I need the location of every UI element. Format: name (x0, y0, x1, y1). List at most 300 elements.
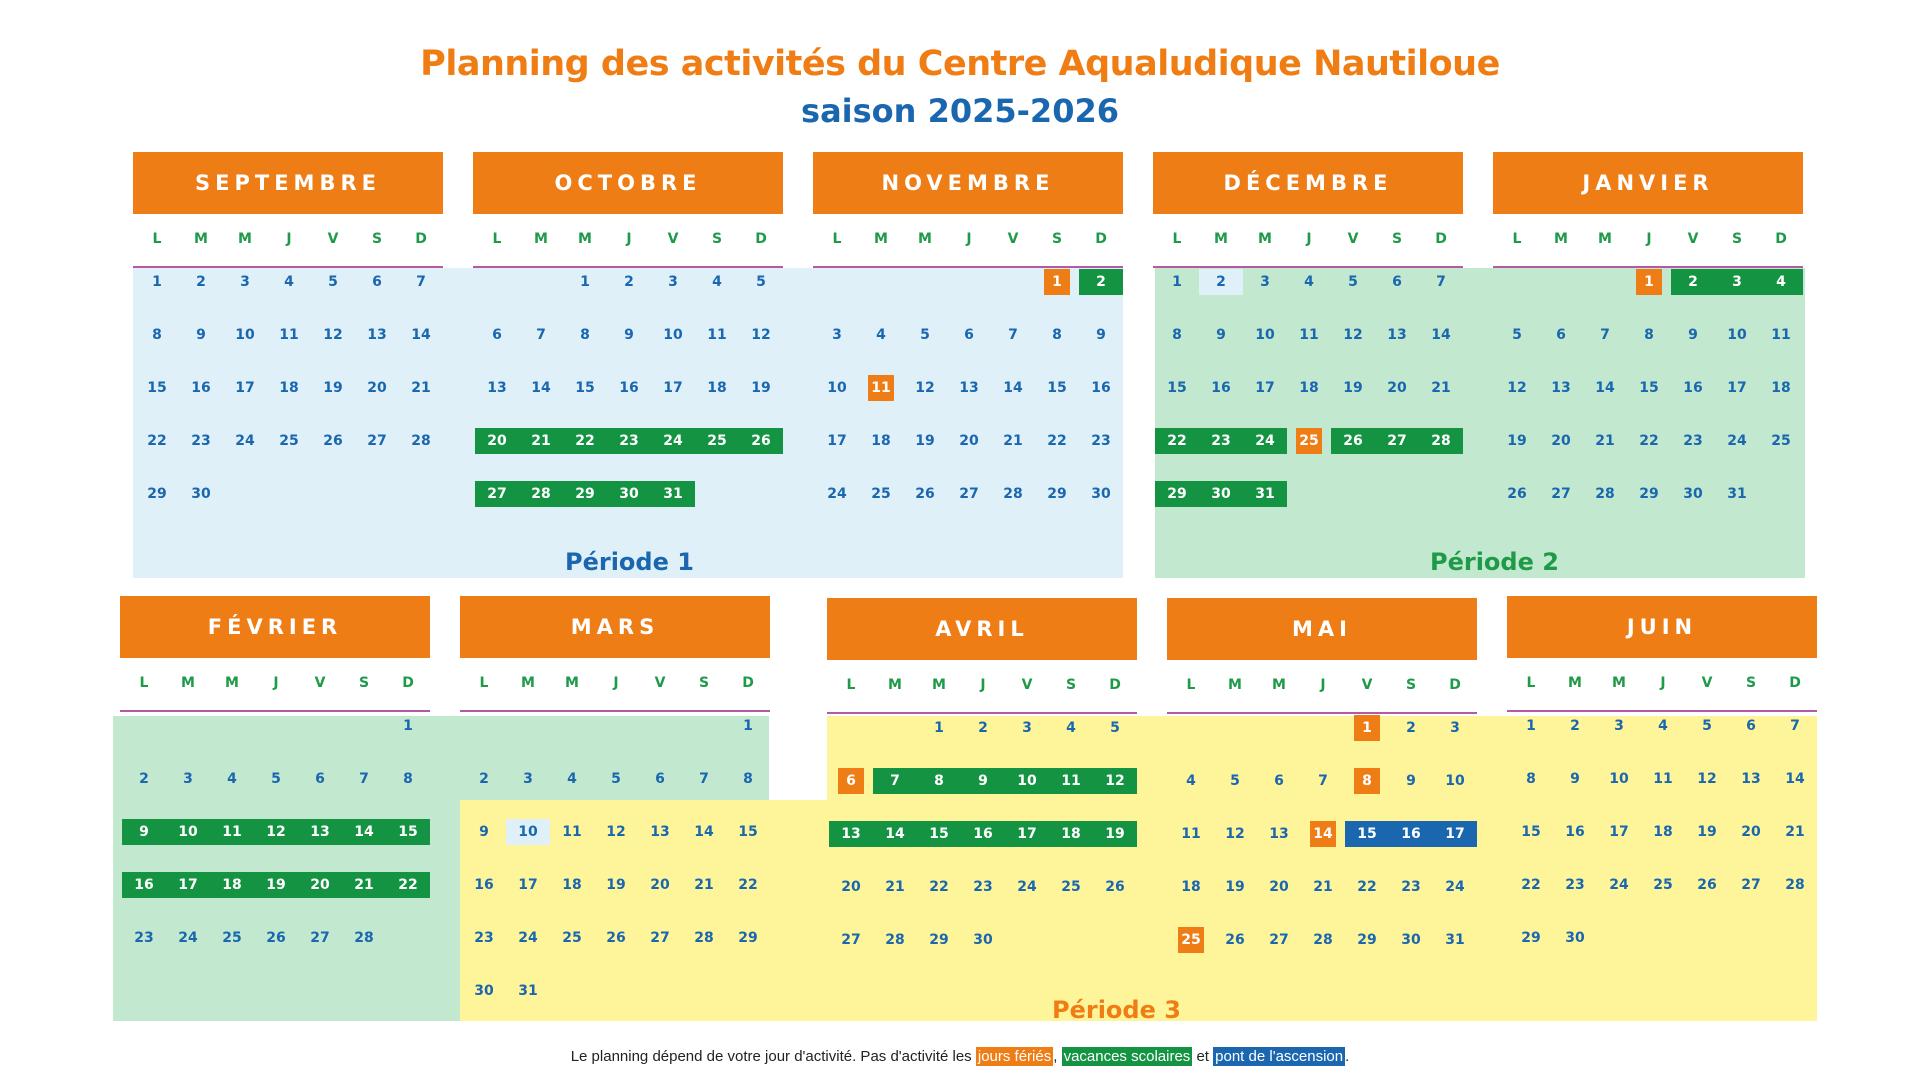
day-cell: 16 (1091, 380, 1111, 396)
day-cell: 30 (474, 983, 494, 999)
day-cell: 3 (523, 771, 533, 787)
weekday-row (1153, 214, 1463, 268)
day-cell: 1 (1354, 715, 1380, 741)
weekday-label: V (1687, 231, 1699, 247)
day-cell: 31 (518, 983, 538, 999)
day-cell: 6 (964, 327, 974, 343)
day-cell: 15 (575, 380, 595, 396)
weekday-label: V (327, 231, 339, 247)
day-cell: 2 (139, 771, 149, 787)
day-cell: 7 (359, 771, 369, 787)
day-cell: 1 (1172, 274, 1182, 290)
day-cell: 12 (751, 327, 771, 343)
day-cell: 15 (1167, 380, 1187, 396)
day-cell: 14 (873, 821, 917, 847)
period-3-label: Période 3 (1052, 996, 1181, 1024)
weekday-label: J (1306, 231, 1312, 247)
weekday-label: V (1021, 677, 1033, 693)
weekday-label: J (626, 231, 632, 247)
day-cell: 23 (1683, 433, 1703, 449)
day-cell: 4 (1066, 720, 1076, 736)
day-cell: 3 (1450, 720, 1460, 736)
day-cell: 13 (959, 380, 979, 396)
weekday-row (827, 660, 1137, 714)
weekday-label: J (613, 675, 619, 691)
day-cell: 4 (567, 771, 577, 787)
day-cell: 24 (518, 930, 538, 946)
day-cell: 13 (1387, 327, 1407, 343)
day-cell: 16 (122, 872, 166, 898)
weekday-label: L (139, 675, 149, 691)
day-cell: 4 (876, 327, 886, 343)
day-cell: 2 (479, 771, 489, 787)
day-cell: 7 (873, 768, 917, 794)
weekday-label: L (1526, 675, 1536, 691)
weekday-label: M (1568, 675, 1582, 691)
weekday-label: D (755, 231, 767, 247)
day-cell: 2 (196, 274, 206, 290)
day-cell: 26 (1507, 486, 1527, 502)
day-cell: 22 (1521, 877, 1541, 893)
day-cell: 28 (411, 433, 431, 449)
weekday-label: J (1660, 675, 1666, 691)
day-cell: 10 (166, 819, 210, 845)
day-cell: 24 (1445, 879, 1465, 895)
day-cell: 13 (487, 380, 507, 396)
weekday-label: D (1095, 231, 1107, 247)
day-cell: 17 (1727, 380, 1747, 396)
period-2-background (1155, 268, 1805, 578)
footer-text: Le planning dépend de votre jour d'activité. Pas d'activité les (570, 1048, 972, 1065)
weekday-label: J (966, 231, 972, 247)
day-cell: 14 (531, 380, 551, 396)
day-cell: 3 (1614, 718, 1624, 734)
day-cell: 18 (562, 877, 582, 893)
day-cell: 6 (492, 327, 502, 343)
day-cell: 15 (386, 819, 430, 845)
weekday-label: D (415, 231, 427, 247)
day-cell: 8 (403, 771, 413, 787)
day-cell: 11 (707, 327, 727, 343)
day-cell: 18 (210, 872, 254, 898)
legend-end: . (1345, 1048, 1350, 1065)
month-5 (120, 596, 430, 946)
weekday-label: L (832, 231, 842, 247)
day-cell: 23 (474, 930, 494, 946)
day-cell: 8 (1172, 327, 1182, 343)
day-cell: 8 (1354, 768, 1380, 794)
period-2-label: Période 2 (1430, 548, 1559, 576)
day-cell: 11 (1653, 771, 1673, 787)
day-cell: 26 (1225, 932, 1245, 948)
weekday-row (133, 214, 443, 268)
day-cell: 20 (1551, 433, 1571, 449)
day-cell: 21 (1431, 380, 1451, 396)
day-cell: 19 (254, 872, 298, 898)
day-cell: 30 (1401, 932, 1421, 948)
weekday-row (1493, 214, 1803, 268)
day-cell: 27 (1375, 428, 1419, 454)
day-cell: 26 (1697, 877, 1717, 893)
month-header: AVRIL (827, 598, 1137, 660)
day-cell: 12 (606, 824, 626, 840)
day-cell: 30 (1683, 486, 1703, 502)
weekday-label: M (1554, 231, 1568, 247)
day-cell: 27 (1269, 932, 1289, 948)
weekday-label: D (1789, 675, 1801, 691)
month-2 (813, 152, 1123, 502)
weekday-label: V (1701, 675, 1713, 691)
day-cell: 21 (1003, 433, 1023, 449)
day-cell: 16 (191, 380, 211, 396)
day-cell: 24 (651, 428, 695, 454)
day-cell: 25 (222, 930, 242, 946)
day-cell: 22 (1357, 879, 1377, 895)
day-cell: 8 (1526, 771, 1536, 787)
day-cell: 14 (342, 819, 386, 845)
day-cell: 30 (607, 481, 651, 507)
day-cell: 21 (411, 380, 431, 396)
day-cell: 9 (196, 327, 206, 343)
day-cell: 6 (655, 771, 665, 787)
day-cell: 10 (827, 380, 847, 396)
weekday-label: L (479, 675, 489, 691)
day-cell: 27 (1551, 486, 1571, 502)
day-cell: 13 (367, 327, 387, 343)
weekday-label: M (1272, 677, 1286, 693)
day-cell: 19 (915, 433, 935, 449)
day-cell: 11 (1049, 768, 1093, 794)
day-cell: 19 (1225, 879, 1245, 895)
weekday-label: M (1258, 231, 1272, 247)
day-cell: 29 (1521, 930, 1541, 946)
weekday-label: J (286, 231, 292, 247)
month-0 (133, 152, 443, 502)
weekday-row (1167, 660, 1477, 714)
day-cell: 9 (1096, 327, 1106, 343)
day-cell: 7 (1790, 718, 1800, 734)
day-cell: 29 (1639, 486, 1659, 502)
day-cell: 10 (506, 819, 550, 845)
day-cell: 23 (1401, 879, 1421, 895)
day-cell: 2 (1671, 269, 1715, 295)
day-cell: 16 (619, 380, 639, 396)
weekday-label: D (1449, 677, 1461, 693)
weekday-label: J (1646, 231, 1652, 247)
day-cell: 9 (1406, 773, 1416, 789)
month-header: SEPTEMBRE (133, 152, 443, 214)
legend-holidays: jours fériés (977, 1048, 1052, 1065)
day-cell: 13 (298, 819, 342, 845)
legend-vacations: vacances scolaires (1063, 1048, 1191, 1065)
day-cell: 1 (403, 718, 413, 734)
day-cell: 26 (323, 433, 343, 449)
weekday-label: M (194, 231, 208, 247)
day-cell: 7 (1600, 327, 1610, 343)
day-cell: 17 (827, 433, 847, 449)
month-3 (1153, 152, 1463, 502)
day-cell: 14 (1595, 380, 1615, 396)
day-cell: 12 (1697, 771, 1717, 787)
day-cell: 20 (841, 879, 861, 895)
day-cell: 12 (915, 380, 935, 396)
day-cell: 14 (1003, 380, 1023, 396)
day-cell: 6 (315, 771, 325, 787)
day-cell: 19 (1093, 821, 1137, 847)
weekday-label: M (225, 675, 239, 691)
day-cell: 7 (1436, 274, 1446, 290)
day-cell: 18 (1181, 879, 1201, 895)
day-cell: 22 (1155, 428, 1199, 454)
day-cell: 7 (699, 771, 709, 787)
day-cell: 12 (1343, 327, 1363, 343)
day-cell: 31 (1243, 481, 1287, 507)
month-header: JUIN (1507, 596, 1817, 658)
day-cell: 6 (1556, 327, 1566, 343)
weekday-label: M (578, 231, 592, 247)
day-cell: 10 (1255, 327, 1275, 343)
day-cell: 12 (1507, 380, 1527, 396)
day-cell: 20 (1269, 879, 1289, 895)
weekday-label: V (1361, 677, 1373, 693)
day-cell: 20 (959, 433, 979, 449)
day-cell: 3 (183, 771, 193, 787)
day-cell: 19 (1343, 380, 1363, 396)
weekday-label: L (1172, 231, 1182, 247)
weekday-label: S (1051, 231, 1063, 247)
day-cell: 11 (1181, 826, 1201, 842)
day-cell: 23 (1091, 433, 1111, 449)
day-cell: 10 (1609, 771, 1629, 787)
day-cell: 1 (743, 718, 753, 734)
day-cell: 28 (519, 481, 563, 507)
day-cell: 19 (1697, 824, 1717, 840)
day-cell: 26 (1105, 879, 1125, 895)
day-cell: 11 (868, 375, 894, 401)
day-cell: 25 (1771, 433, 1791, 449)
day-cell: 29 (1047, 486, 1067, 502)
weekday-label: M (238, 231, 252, 247)
day-cell: 22 (929, 879, 949, 895)
weekday-label: S (1745, 675, 1757, 691)
day-cell: 27 (1741, 877, 1761, 893)
day-cell: 19 (1507, 433, 1527, 449)
day-cell: 5 (1702, 718, 1712, 734)
day-cell: 20 (1387, 380, 1407, 396)
day-cell: 17 (1005, 821, 1049, 847)
day-cell: 11 (279, 327, 299, 343)
day-cell: 16 (1389, 821, 1433, 847)
day-cell: 12 (254, 819, 298, 845)
day-cell: 2 (1570, 718, 1580, 734)
day-cell: 16 (961, 821, 1005, 847)
day-cell: 3 (832, 327, 842, 343)
weekday-label: V (654, 675, 666, 691)
day-cell: 5 (1110, 720, 1120, 736)
month-header: OCTOBRE (473, 152, 783, 214)
day-cell: 12 (323, 327, 343, 343)
day-cell: 6 (372, 274, 382, 290)
weekday-row (813, 214, 1123, 268)
day-cell: 4 (1658, 718, 1668, 734)
weekday-label: L (492, 231, 502, 247)
day-cell: 2 (624, 274, 634, 290)
day-cell: 7 (1318, 773, 1328, 789)
day-cell: 10 (1727, 327, 1747, 343)
day-cell: 11 (210, 819, 254, 845)
day-cell: 5 (611, 771, 621, 787)
day-cell: 22 (147, 433, 167, 449)
day-cell: 7 (1008, 327, 1018, 343)
day-cell: 18 (1299, 380, 1319, 396)
day-cell: 5 (1348, 274, 1358, 290)
day-cell: 5 (1230, 773, 1240, 789)
day-cell: 28 (1313, 932, 1333, 948)
month-header: FÉVRIER (120, 596, 430, 658)
day-cell: 9 (1216, 327, 1226, 343)
day-cell: 14 (411, 327, 431, 343)
day-cell: 23 (973, 879, 993, 895)
day-cell: 26 (739, 428, 783, 454)
day-cell: 1 (934, 720, 944, 736)
day-cell: 8 (152, 327, 162, 343)
day-cell: 6 (1392, 274, 1402, 290)
day-cell: 22 (738, 877, 758, 893)
day-cell: 4 (712, 274, 722, 290)
day-cell: 17 (166, 872, 210, 898)
day-cell: 4 (1186, 773, 1196, 789)
day-cell: 21 (1595, 433, 1615, 449)
day-cell: 1 (580, 274, 590, 290)
day-cell: 5 (271, 771, 281, 787)
day-cell: 13 (1269, 826, 1289, 842)
day-cell: 7 (536, 327, 546, 343)
day-cell: 15 (1345, 821, 1389, 847)
day-cell: 5 (1512, 327, 1522, 343)
weekday-label: M (932, 677, 946, 693)
weekday-row (460, 658, 770, 712)
weekday-label: S (358, 675, 370, 691)
day-cell: 19 (751, 380, 771, 396)
day-cell: 24 (1243, 428, 1287, 454)
day-cell: 20 (475, 428, 519, 454)
day-cell: 20 (367, 380, 387, 396)
month-8 (1167, 598, 1477, 948)
day-cell: 31 (651, 481, 695, 507)
weekday-label: V (1007, 231, 1019, 247)
weekday-label: D (1775, 231, 1787, 247)
day-cell: 27 (650, 930, 670, 946)
day-cell: 14 (1431, 327, 1451, 343)
day-cell: 3 (1022, 720, 1032, 736)
day-cell: 14 (1310, 821, 1336, 847)
day-cell: 23 (1565, 877, 1585, 893)
weekday-label: M (1612, 675, 1626, 691)
day-cell: 2 (1406, 720, 1416, 736)
weekday-row (473, 214, 783, 268)
day-cell: 26 (266, 930, 286, 946)
weekday-label: S (711, 231, 723, 247)
day-cell: 1 (1636, 269, 1662, 295)
day-cell: 25 (562, 930, 582, 946)
day-cell: 27 (841, 932, 861, 948)
day-cell: 4 (1304, 274, 1314, 290)
day-cell: 9 (479, 824, 489, 840)
day-cell: 8 (743, 771, 753, 787)
period-1-background (133, 268, 1123, 578)
day-cell: 27 (367, 433, 387, 449)
weekday-label: S (1405, 677, 1417, 693)
day-cell: 20 (298, 872, 342, 898)
day-cell: 24 (1609, 877, 1629, 893)
weekday-label: S (1391, 231, 1403, 247)
day-cell: 30 (191, 486, 211, 502)
day-cell: 17 (1255, 380, 1275, 396)
day-cell: 12 (1093, 768, 1137, 794)
weekday-label: L (152, 231, 162, 247)
day-cell: 27 (475, 481, 519, 507)
day-cell: 12 (1225, 826, 1245, 842)
day-cell: 5 (756, 274, 766, 290)
day-cell: 17 (1609, 824, 1629, 840)
day-cell: 20 (650, 877, 670, 893)
day-cell: 13 (650, 824, 670, 840)
weekday-label: M (1214, 231, 1228, 247)
day-cell: 24 (1727, 433, 1747, 449)
weekday-row (1507, 658, 1817, 712)
period-1-label: Période 1 (565, 548, 694, 576)
weekday-label: S (698, 675, 710, 691)
weekday-label: D (1109, 677, 1121, 693)
legend-bridge: pont de l'ascension (1215, 1048, 1344, 1065)
day-cell: 25 (695, 428, 739, 454)
day-cell: 28 (1595, 486, 1615, 502)
day-cell: 23 (134, 930, 154, 946)
footer-legend (0, 1048, 1920, 1065)
month-header: DÉCEMBRE (1153, 152, 1463, 214)
day-cell: 6 (1746, 718, 1756, 734)
day-cell: 25 (1653, 877, 1673, 893)
day-cell: 13 (1551, 380, 1571, 396)
weekday-label: D (402, 675, 414, 691)
day-cell: 22 (386, 872, 430, 898)
day-cell: 3 (240, 274, 250, 290)
day-cell: 4 (227, 771, 237, 787)
day-cell: 3 (668, 274, 678, 290)
month-9 (1507, 596, 1817, 946)
day-cell: 25 (871, 486, 891, 502)
day-cell: 24 (827, 486, 847, 502)
weekday-label: V (667, 231, 679, 247)
day-cell: 2 (1199, 269, 1243, 295)
day-cell: 20 (1741, 824, 1761, 840)
day-cell: 2 (978, 720, 988, 736)
day-cell: 22 (1639, 433, 1659, 449)
weekday-label: J (980, 677, 986, 693)
weekday-label: M (918, 231, 932, 247)
day-cell: 18 (1771, 380, 1791, 396)
day-cell: 29 (1155, 481, 1199, 507)
day-cell: 19 (606, 877, 626, 893)
day-cell: 17 (663, 380, 683, 396)
month-6 (460, 596, 770, 999)
weekday-label: M (534, 231, 548, 247)
day-cell: 29 (738, 930, 758, 946)
day-cell: 5 (920, 327, 930, 343)
day-cell: 22 (1047, 433, 1067, 449)
day-cell: 2 (1079, 269, 1123, 295)
day-cell: 24 (235, 433, 255, 449)
